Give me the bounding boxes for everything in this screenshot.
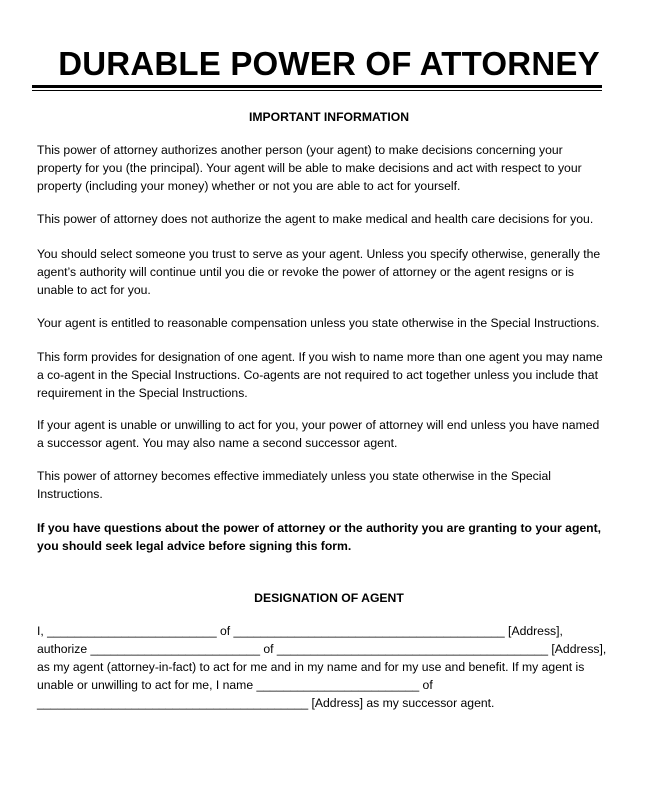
- important-information-heading: IMPORTANT INFORMATION: [249, 110, 409, 124]
- title-underline-thin: [32, 90, 602, 91]
- principal-name-address-line: I, _________________________ of ________________________________________ [Address],: [37, 624, 563, 638]
- paragraph-effective: This power of attorney becomes effective immediately unless you state otherwise in the Special Instructions.: [37, 469, 551, 501]
- paragraph-compensation: Your agent is entitled to reasonable compensation unless you state otherwise in the Special Instructions.: [37, 316, 600, 330]
- legal-advice-notice: If you have questions about the power of attorney or the authority you are granting to your agent, you should seek legal advice before signing this form.: [37, 521, 602, 553]
- paragraph-no-medical: This power of attorney does not authorize the agent to make medical and health care decisions for you.: [37, 212, 594, 226]
- paragraph-select-agent: You should select someone you trust to serve as your agent. Unless you specify otherwise, generally the agent’s authority will continue until you die or revoke the power of attorney or the agent resigns or is unable to act for you.: [37, 247, 601, 297]
- successor-agent-name-line: unable or unwilling to act for me, I name ________________________ of: [37, 678, 433, 692]
- designation-of-agent-heading: DESIGNATION OF AGENT: [254, 591, 404, 605]
- document-title: DURABLE POWER OF ATTORNEY: [58, 45, 600, 82]
- title-underline-thick: [32, 85, 602, 88]
- successor-agent-address-line: ________________________________________ [Address] as my successor agent.: [37, 696, 495, 710]
- paragraph-successor-agent: If your agent is unable or unwilling to act for you, your power of attorney will end unless you have named a successor agent. You may also name a second successor agent.: [37, 418, 600, 450]
- agent-name-address-line: authorize _________________________ of ________________________________________ [Address],: [37, 642, 607, 656]
- agent-role-line: as my agent (attorney-in-fact) to act for me and in my name and for my use and benefit. If my agent is: [37, 660, 585, 674]
- paragraph-agent-authority: This power of attorney authorizes another person (your agent) to make decisions concerning your property for you (the principal). Your agent will be able to make decisions and act with respect to your property (including your money) whether or not you are able to act for yourself.: [37, 143, 582, 193]
- paragraph-co-agent: This form provides for designation of one agent. If you wish to name more than one agent you may name a co-agent in the Special Instructions. Co-agents are not required to act together unless you include that requirement in the Special Instructions.: [37, 350, 603, 400]
